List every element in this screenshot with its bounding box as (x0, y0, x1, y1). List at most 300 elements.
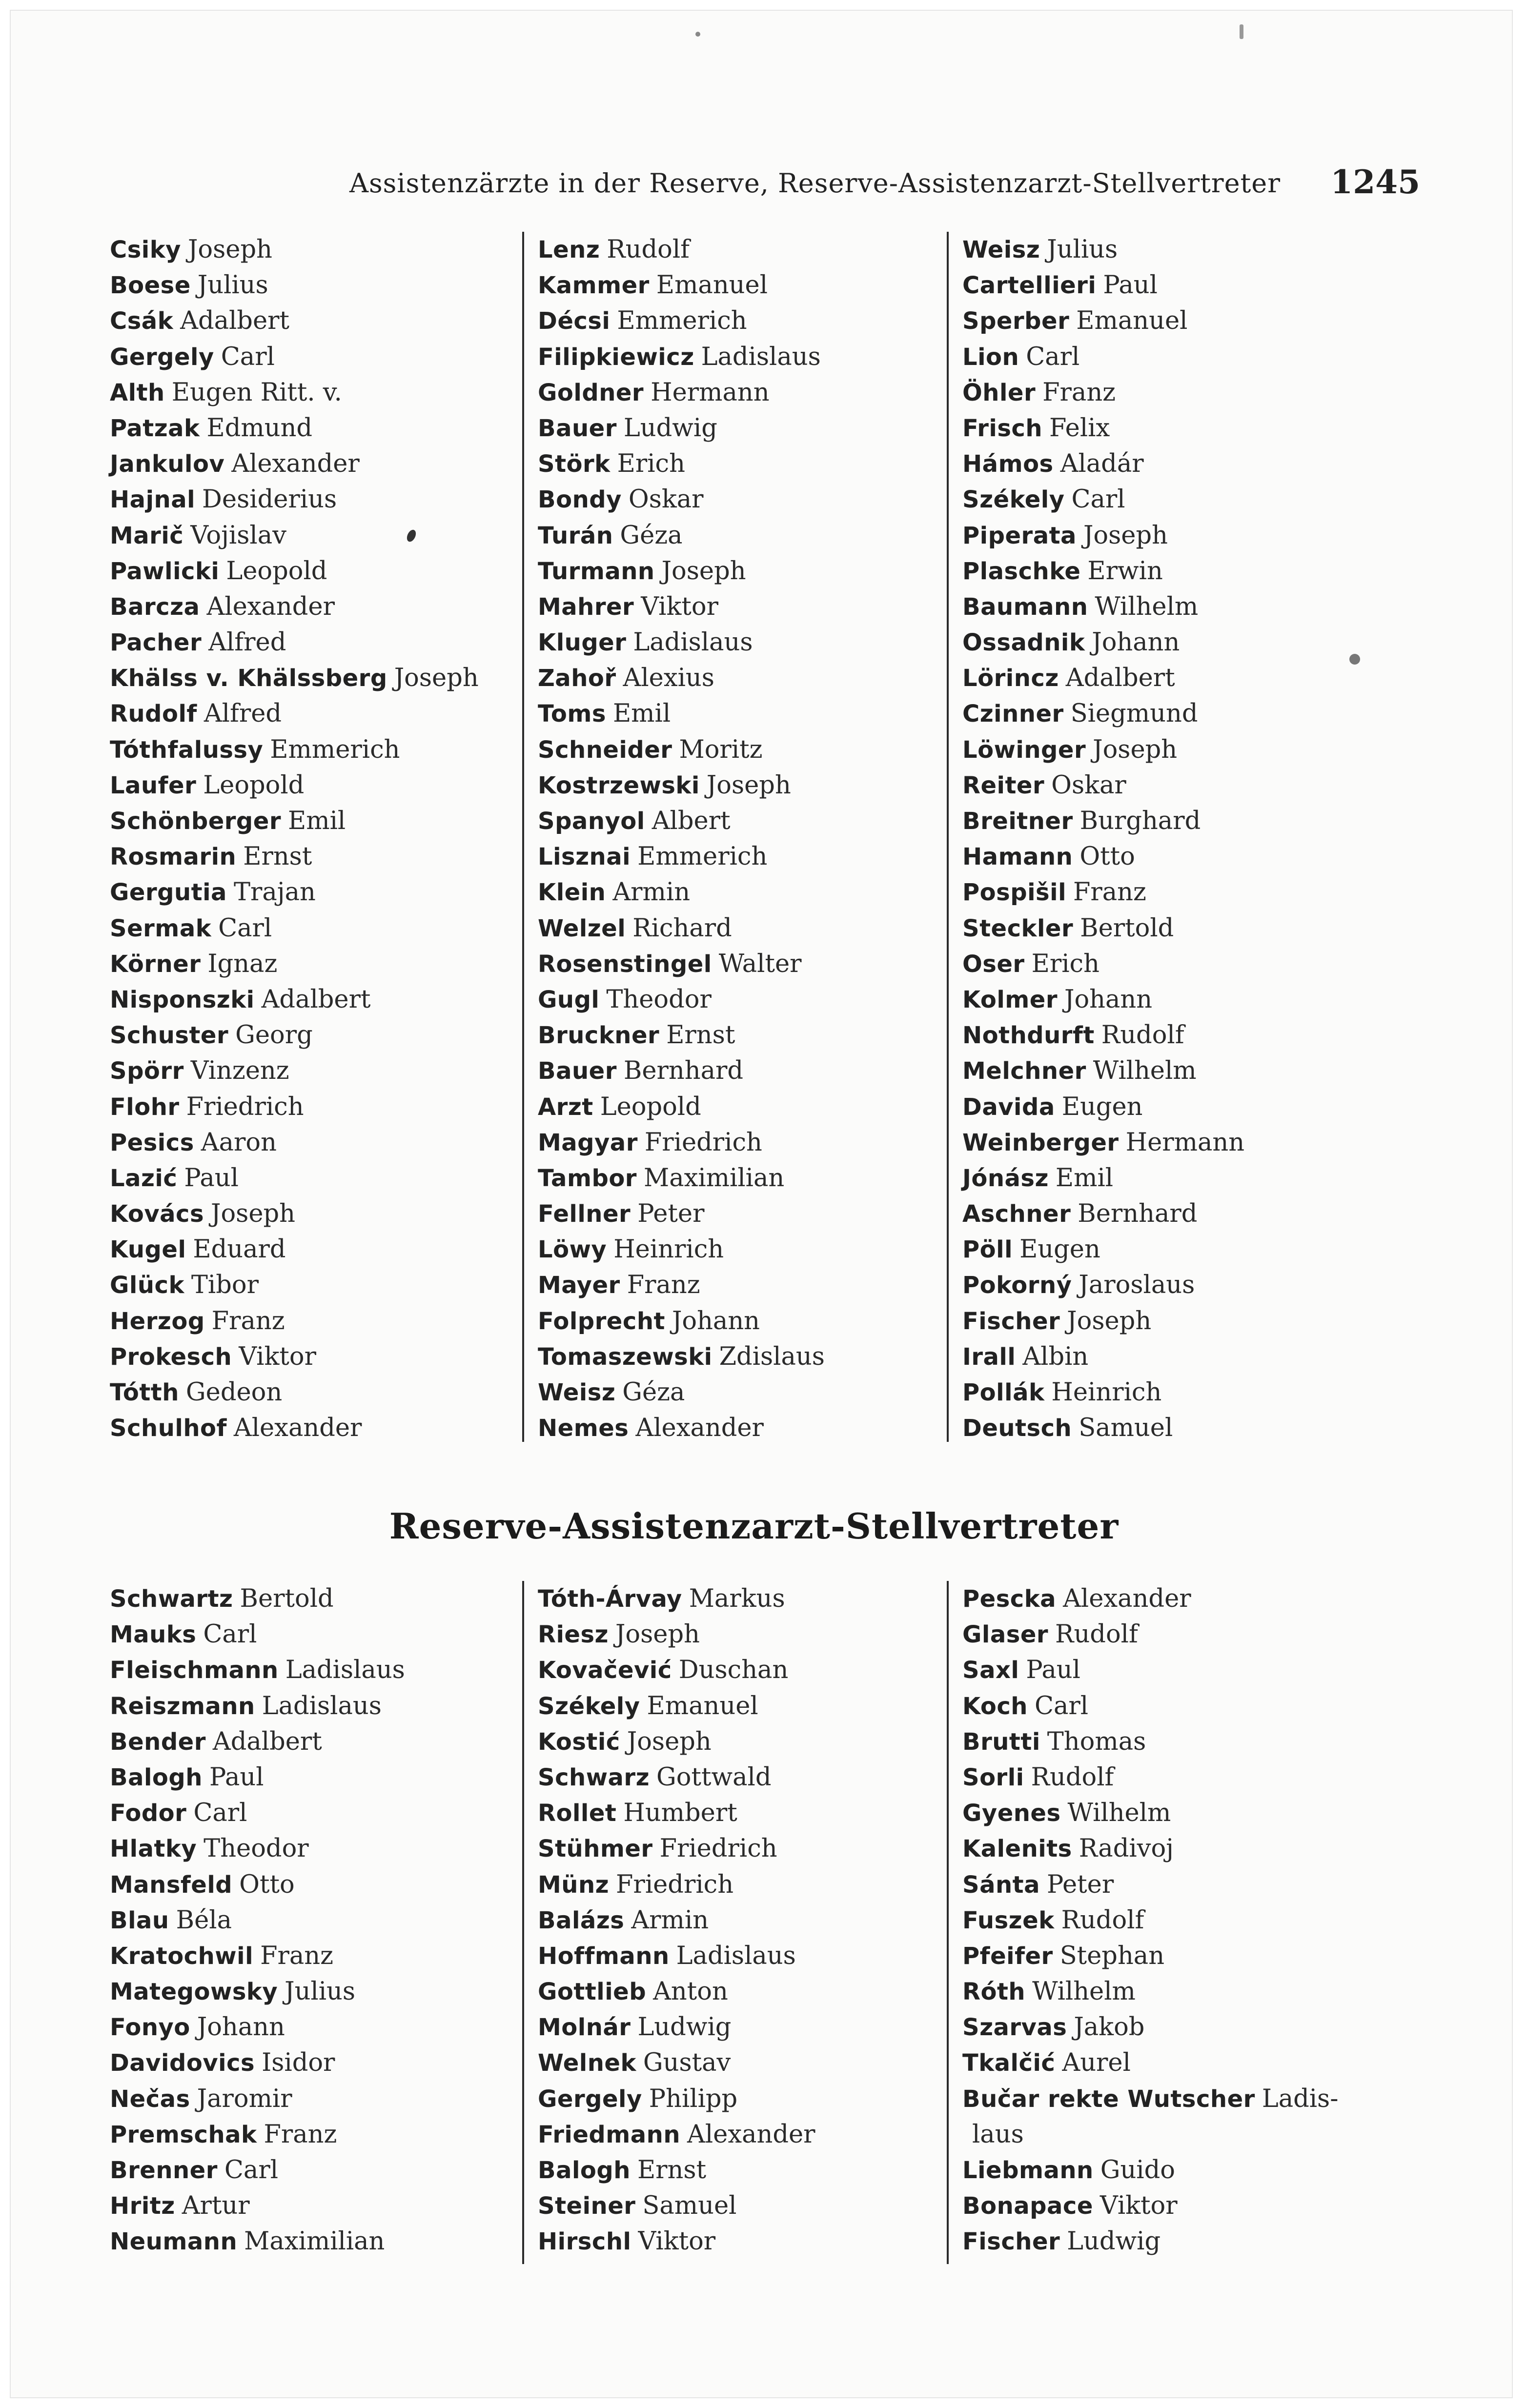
surname: Rosenstingel (538, 950, 712, 978)
name-entry (962, 2009, 1382, 2045)
surname: Kostrzewski (538, 771, 700, 799)
name-entry (962, 2188, 1382, 2224)
name-entry (538, 1232, 957, 1267)
name-entry (538, 1581, 957, 1617)
surname: Weisz (538, 1379, 616, 1406)
surname: Nisponszki (110, 986, 255, 1013)
surname: Gergely (110, 343, 214, 371)
name-entry (962, 589, 1382, 625)
section2-column-3 (962, 1581, 1382, 2260)
surname: Prokesch (110, 1343, 232, 1371)
name-entry (538, 2081, 957, 2117)
given-name: Ludwig (1067, 2227, 1161, 2256)
surname: Glück (110, 1272, 184, 1299)
name-entry (110, 1375, 529, 1410)
surname: Nečas (110, 2085, 190, 2113)
surname: Ossadnik (962, 629, 1085, 657)
given-name: Johann (672, 1306, 760, 1336)
name-entry (538, 1867, 957, 1902)
name-entry (538, 1267, 957, 1303)
scan-speck (695, 32, 700, 37)
surname: Goldner (538, 379, 644, 406)
name-entry (110, 1724, 529, 1760)
given-name: Friedrich (186, 1092, 304, 1121)
given-name: Leopold (226, 556, 327, 586)
given-name: Jaromir (197, 2084, 292, 2113)
given-name: Duschan (678, 1656, 789, 1685)
given-name: Tibor (191, 1271, 259, 1300)
given-name: Theodor (606, 985, 712, 1014)
name-entry (962, 839, 1382, 874)
given-name: Emanuel (647, 1691, 758, 1720)
given-name: Joseph (661, 556, 746, 586)
name-entry (538, 1902, 957, 1938)
surname: Mahrer (538, 593, 634, 621)
surname: Bauer (538, 1057, 617, 1085)
surname: Brenner (110, 2157, 218, 2184)
given-name: Alfred (208, 628, 286, 657)
given-name: Paul (209, 1762, 264, 1792)
name-entry (962, 1125, 1382, 1160)
surname: Tótth (110, 1379, 179, 1406)
given-name: Eugen (1061, 1092, 1143, 1121)
given-name: Siegmund (1070, 699, 1198, 728)
given-name: Joseph (706, 770, 791, 800)
name-entry (110, 874, 529, 910)
given-name: Joseph (627, 1727, 712, 1756)
surname: Décsi (538, 307, 611, 335)
surname: Folprecht (538, 1307, 665, 1335)
name-entry (110, 410, 529, 446)
name-entry (110, 2081, 529, 2117)
name-entry (538, 2188, 957, 2224)
name-entry (962, 1089, 1382, 1125)
given-name: Géza (620, 521, 683, 550)
surname: Bonapace (962, 2192, 1093, 2220)
given-name: Joseph (615, 1620, 700, 1649)
given-name: Ludwig (623, 413, 717, 443)
name-entry (538, 1196, 957, 1232)
name-entry (110, 1688, 529, 1724)
name-entry (962, 375, 1382, 410)
name-entry (962, 1652, 1382, 1688)
page (10, 10, 1513, 2398)
given-name: Jaroslaus (1079, 1271, 1195, 1300)
surname: Koch (962, 1692, 1028, 1720)
given-name: Armin (612, 878, 691, 907)
name-entry (538, 1617, 957, 1652)
given-name: Emil (612, 699, 671, 728)
given-name: Bernhard (1078, 1199, 1198, 1229)
page-number: 1245 (1330, 163, 1420, 201)
surname: Schneider (538, 736, 672, 764)
surname: Tomaszewski (538, 1343, 713, 1371)
surname: Toms (538, 700, 606, 728)
name-entry (538, 267, 957, 303)
surname: Gugl (538, 986, 600, 1013)
surname: Baumann (962, 593, 1088, 621)
name-entry (962, 553, 1382, 589)
name-entry (110, 1267, 529, 1303)
given-name: Rudolf (1055, 1620, 1138, 1649)
name-entry (110, 982, 529, 1017)
surname: Csiky (110, 236, 181, 263)
surname: Fischer (962, 1307, 1060, 1335)
surname: Münz (538, 1871, 610, 1899)
name-entry (962, 1303, 1382, 1339)
name-entry (538, 482, 957, 517)
name-entry (110, 446, 529, 482)
surname: Premschak (110, 2121, 257, 2148)
name-entry (538, 1339, 957, 1375)
name-entry (962, 267, 1382, 303)
name-entry (110, 1017, 529, 1053)
surname: Róth (962, 1978, 1026, 2006)
given-name: Georg (235, 1021, 313, 1050)
name-entry (538, 446, 957, 482)
given-name: Oskar (1051, 770, 1126, 800)
given-name: Viktor (239, 1342, 316, 1371)
given-name: Eugen (1019, 1235, 1100, 1264)
surname: Friedmann (538, 2121, 681, 2148)
name-entry (110, 1867, 529, 1902)
given-name: Trajan (233, 878, 316, 907)
given-name: Alexander (233, 1414, 362, 1443)
name-entry (538, 1831, 957, 1866)
name-entry (962, 982, 1382, 1017)
given-name: Alexander (206, 592, 335, 621)
name-entry (538, 1410, 957, 1446)
given-name: Radivoj (1079, 1834, 1174, 1863)
name-entry (110, 1652, 529, 1688)
surname: Saxl (962, 1657, 1019, 1684)
given-name: Carl (203, 1620, 257, 1649)
given-name: Paul (1026, 1656, 1080, 1685)
name-entry (110, 1831, 529, 1866)
name-entry (962, 232, 1382, 267)
name-entry (110, 803, 529, 839)
surname: Hirschl (538, 2228, 631, 2256)
surname: Mauks (110, 1621, 197, 1649)
name-entry (538, 303, 957, 339)
surname: Bender (110, 1728, 206, 1756)
given-name: Friedrich (644, 1128, 762, 1157)
surname: Pokorný (962, 1272, 1072, 1299)
surname: Khälss v. Khälssberg (110, 665, 387, 692)
given-name: Rudolf (607, 235, 690, 264)
name-entry (110, 2117, 529, 2152)
given-name: Otto (1079, 842, 1135, 871)
section1-column-2 (538, 232, 957, 1446)
given-name: Johann (197, 2013, 285, 2042)
surname: Löwy (538, 1236, 607, 1264)
surname: Rosmarin (110, 843, 237, 871)
given-name: Peter (637, 1199, 705, 1229)
name-entry (538, 1303, 957, 1339)
name-entry (110, 1902, 529, 1938)
given-name: Carl (224, 2156, 279, 2185)
given-name: Theodor (204, 1834, 309, 1863)
given-name: Ladislaus (262, 1691, 382, 1720)
given-name: Adalbert (212, 1727, 322, 1756)
name-entry (538, 982, 957, 1017)
name-entry (538, 1974, 957, 2009)
given-name: Alexius (623, 664, 714, 693)
surname: Körner (110, 950, 201, 978)
given-name: Aurel (1062, 2048, 1131, 2078)
name-entry (110, 339, 529, 375)
surname: Klein (538, 879, 606, 907)
name-entry (962, 2081, 1382, 2117)
name-entry (962, 1974, 1382, 2009)
name-entry (110, 518, 529, 553)
column-divider (522, 232, 524, 1442)
name-entry (538, 2009, 957, 2045)
name-entry (538, 1652, 957, 1688)
given-name: Gustav (643, 2048, 731, 2078)
given-name: Joseph (187, 235, 272, 264)
surname: Hritz (110, 2192, 175, 2220)
surname: Gyenes (962, 1800, 1061, 1827)
name-entry (538, 2152, 957, 2188)
surname: Fuszek (962, 1906, 1055, 1934)
surname: Öhler (962, 379, 1036, 406)
given-name: Stephan (1059, 1941, 1165, 1970)
given-name: Ladislaus (701, 342, 821, 371)
name-entry (962, 803, 1382, 839)
given-name: Emanuel (1076, 306, 1188, 336)
surname: Filipkiewicz (538, 343, 694, 371)
surname: Nothdurft (962, 1022, 1095, 1050)
name-entry (538, 1375, 957, 1410)
given-name: Franz (260, 1941, 333, 1970)
name-entry (538, 375, 957, 410)
surname: Gergutia (110, 879, 227, 907)
name-entry (962, 1831, 1382, 1866)
name-entry (538, 1089, 957, 1125)
given-name: Bertold (240, 1584, 334, 1613)
given-name: Carl (1034, 1691, 1089, 1720)
given-name: Adalbert (1065, 664, 1175, 693)
surname: Schwarz (538, 1763, 650, 1791)
given-name: Ladislaus (676, 1941, 796, 1970)
given-name: Vojislav (190, 521, 286, 550)
surname: Störk (538, 450, 611, 478)
given-name: Franz (1042, 378, 1116, 407)
name-entry (538, 232, 957, 267)
given-name: Julius (1047, 235, 1118, 264)
surname: Rudolf (110, 700, 197, 728)
given-name: Ladislaus (633, 628, 753, 657)
surname: Lenz (538, 236, 600, 263)
surname: Hoffmann (538, 1942, 670, 1970)
name-entry (110, 2224, 529, 2259)
given-name: Alfred (204, 699, 282, 728)
surname: Davida (962, 1093, 1055, 1121)
name-entry (962, 660, 1382, 696)
given-name: Leopold (203, 770, 305, 800)
surname: Neumann (110, 2228, 238, 2256)
given-name: Friedrich (659, 1834, 777, 1863)
name-entry (110, 1581, 529, 1617)
surname: Reiter (962, 771, 1045, 799)
given-name: Ernst (666, 1021, 735, 1050)
name-entry (962, 1938, 1382, 1974)
surname: Stühmer (538, 1835, 653, 1863)
surname: Sperber (962, 307, 1070, 335)
given-name: Alexander (1063, 1584, 1191, 1613)
name-entry (538, 2117, 957, 2152)
given-name: Samuel (642, 2191, 737, 2221)
name-entry (110, 1303, 529, 1339)
given-name: Franz (211, 1306, 285, 1336)
surname: Pawlicki (110, 557, 220, 585)
surname: Frisch (962, 414, 1043, 442)
header-title: Assistenzärzte in der Reserve, Reserve-Assistenzarzt-Stellvertreter (349, 168, 1281, 199)
given-name: Hermann (651, 378, 770, 407)
surname: Davidovics (110, 2049, 255, 2077)
surname: Weisz (962, 236, 1040, 263)
name-entry (538, 339, 957, 375)
given-name: Ladis- (1262, 2084, 1339, 2113)
name-entry (110, 303, 529, 339)
name-entry (538, 589, 957, 625)
surname: Tambor (538, 1164, 637, 1192)
surname: Magyar (538, 1129, 638, 1156)
surname: Melchner (962, 1057, 1086, 1085)
name-entry (962, 1617, 1382, 1652)
given-name: Friedrich (616, 1870, 734, 1899)
name-entry (962, 410, 1382, 446)
surname: Balázs (538, 1906, 625, 1934)
surname: Szarvas (962, 2014, 1067, 2042)
surname: Schönberger (110, 808, 282, 835)
given-name: Heinrich (1051, 1378, 1162, 1407)
given-name: Johann (1064, 985, 1153, 1014)
given-name: Heinrich (613, 1235, 724, 1264)
running-header (156, 163, 1449, 210)
given-name: Adalbert (180, 306, 290, 336)
name-entry (538, 1724, 957, 1760)
name-entry (962, 2224, 1382, 2259)
given-name: Aladár (1060, 449, 1144, 479)
surname: Mategowsky (110, 1978, 278, 2006)
given-name: Eduard (193, 1235, 286, 1264)
surname: Pollák (962, 1379, 1045, 1406)
name-entry (538, 518, 957, 553)
given-name: Géza (622, 1378, 685, 1407)
surname: Welnek (538, 2049, 636, 2077)
name-entry (962, 1196, 1382, 1232)
name-entry (962, 1795, 1382, 1831)
name-entry (110, 660, 529, 696)
surname: Balogh (110, 1763, 203, 1791)
surname: Lörincz (962, 665, 1059, 692)
given-name: Burghard (1079, 807, 1201, 835)
scan-speck (1240, 24, 1243, 39)
surname: Bauer (538, 414, 617, 442)
name-entry (962, 1867, 1382, 1902)
given-name: Emanuel (656, 271, 768, 300)
name-entry (962, 911, 1382, 946)
name-entry (110, 1125, 529, 1160)
surname: Flohr (110, 1093, 180, 1121)
given-name: Erwin (1087, 556, 1163, 586)
name-entry (110, 375, 529, 410)
given-name: Joseph (1093, 735, 1178, 764)
given-name: Erich (617, 449, 685, 479)
name-entry (110, 625, 529, 660)
surname: Fellner (538, 1200, 631, 1228)
name-entry (962, 1688, 1382, 1724)
given-name: Philipp (649, 2084, 738, 2113)
surname: Spörr (110, 1057, 184, 1085)
given-name: Desiderius (202, 485, 337, 514)
surname: Csák (110, 307, 174, 335)
surname: Zahoř (538, 665, 616, 692)
name-entry (538, 946, 957, 982)
name-entry (110, 1617, 529, 1652)
name-entry (110, 1760, 529, 1795)
surname: Fodor (110, 1800, 187, 1827)
given-name: Joseph (394, 664, 479, 693)
surname: Fleischmann (110, 1657, 279, 1684)
given-name: Adalbert (261, 985, 371, 1014)
given-name: Rudolf (1061, 1905, 1144, 1935)
given-name: Emil (288, 807, 346, 835)
given-name: Emmerich (617, 306, 747, 336)
name-entry (538, 660, 957, 696)
name-entry (962, 768, 1382, 803)
section-heading: Reserve-Assistenzarzt-Stellvertreter (389, 1505, 1119, 1547)
name-entry (538, 732, 957, 768)
surname: Székely (538, 1692, 640, 1720)
surname: Hámos (962, 450, 1054, 478)
surname: Lisznai (538, 843, 631, 871)
surname: Gergely (538, 2085, 642, 2113)
given-name: Emmerich (270, 735, 400, 764)
surname: Blau (110, 1906, 169, 1934)
name-entry (962, 1581, 1382, 1617)
given-name: Carl (218, 913, 272, 943)
name-entry (538, 2045, 957, 2081)
given-name: Guido (1100, 2156, 1175, 2185)
surname: Sánta (962, 1871, 1040, 1899)
given-name: Felix (1049, 413, 1110, 443)
given-name: Hermann (1125, 1128, 1245, 1157)
surname: Czinner (962, 700, 1064, 728)
name-entry (110, 839, 529, 874)
surname: Schuster (110, 1022, 229, 1050)
name-entry (110, 2152, 529, 2188)
given-name: Peter (1046, 1870, 1114, 1899)
surname: Breitner (962, 808, 1073, 835)
surname: Sorli (962, 1763, 1024, 1791)
surname: Rollet (538, 1800, 617, 1827)
name-entry (962, 1410, 1382, 1446)
given-name: Bernhard (623, 1056, 744, 1086)
surname: Tóthfalussy (110, 736, 264, 764)
given-name: Maximilian (244, 2227, 385, 2256)
name-entry (110, 732, 529, 768)
name-entry (962, 1724, 1382, 1760)
given-name: Ludwig (637, 2013, 732, 2042)
surname: Székely (962, 486, 1065, 514)
name-entry (538, 1053, 957, 1089)
surname: Tóth-Árvay (538, 1585, 682, 1613)
given-name: Maximilian (643, 1163, 785, 1193)
given-name: Thomas (1047, 1727, 1146, 1756)
